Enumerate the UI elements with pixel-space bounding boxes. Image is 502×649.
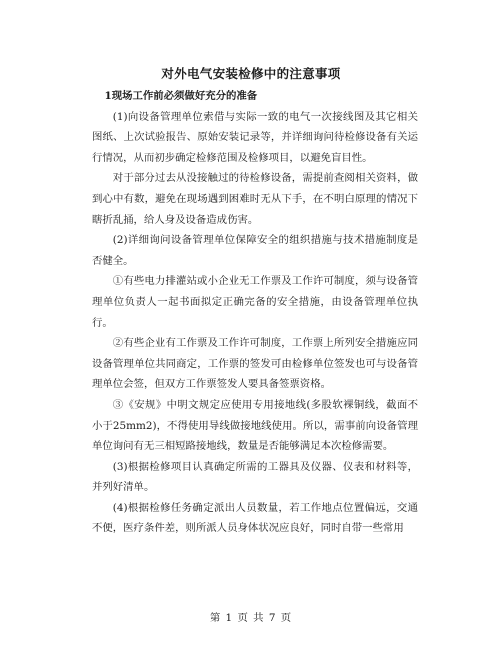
section-heading: 1现场工作前必须做好充分的准备 <box>104 90 258 102</box>
paragraph: (4)根据检修任务确定派出人员数量，若工作地点位置偏远，交通不便，医疗条件差，则所派人员身体状况应良好，同时自带一些常用 <box>92 501 418 535</box>
paragraph: ②有些企业有工作票及工作许可制度，工作票上所列安全措施应同设备管理单位共同商定，工作票的签发可由检修单位签发也可与设备管理单位会签，但双方工作票签发人要具备签票资格。 <box>92 337 418 391</box>
paragraph: ③《安规》中明文规定应使用专用接地线(多股软裸铜线，截面不小于25mm2)，不得使用导线做接地线使用。所以，需事前向设备管理单位询问有无三相短路接地线，数量是否能够满足本次检修需要。 <box>92 398 418 453</box>
page-footer: 第 1 页 共 7 页 <box>209 612 293 624</box>
paragraph: (1)向设备管理单位索借与实际一致的电气一次接线图及其它相关图纸、上次试验报告、原始安装记录等，并详细询问待检修设备有关运行情况，从而初步确定检修范围及检修项目，以避免盲目性。 <box>92 110 418 164</box>
paragraph: (3)根据检修项目认真确定所需的工器具及仪器、仪表和材料等，并列好清单。 <box>92 460 418 494</box>
paragraph: 对于部分过去从没接触过的待检修设备，需提前查阅相关资料，做到心中有数，避免在现场遇到困难时无从下手，在不明白原理的情况下瞎折乱捅，给人身及设备造成伤害。 <box>92 172 418 226</box>
paragraph: (2)详细询问设备管理单位保障安全的组织措施与技术措施制度是否健全。 <box>92 234 418 267</box>
document-body <box>92 86 418 539</box>
document-title: 对外电气安装检修中的注意事项 <box>161 66 341 81</box>
paragraph: ①有些电力排灌站或小企业无工作票及工作许可制度，须与设备管理单位负责人一起书面拟定正确完备的安全措施，由设备管理单位执行。 <box>92 275 418 329</box>
